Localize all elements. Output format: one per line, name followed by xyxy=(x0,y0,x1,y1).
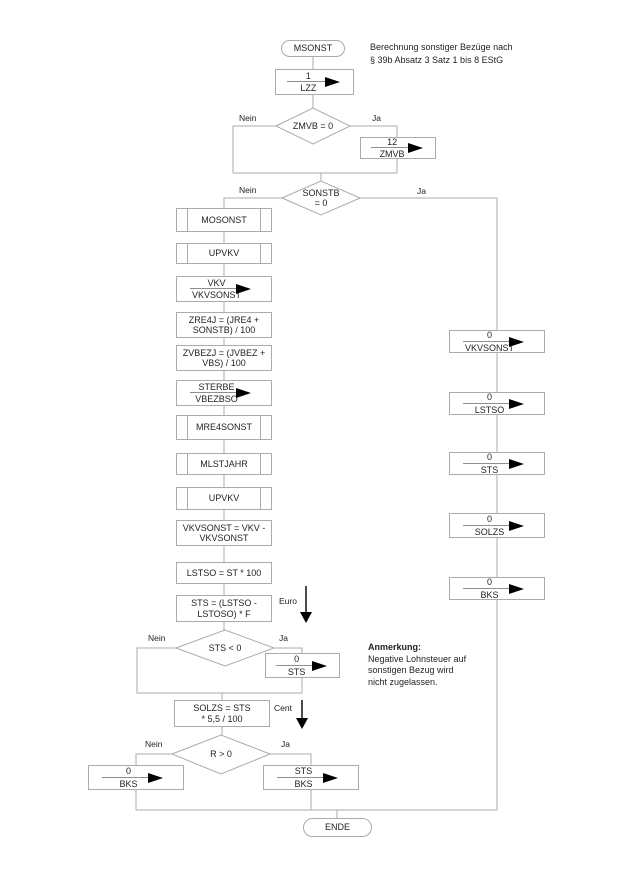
process-zvbezj-line1: ZVBEZJ = (JVBEZ + xyxy=(182,347,266,358)
assign-right-lstso-target: LSTSO xyxy=(474,404,505,415)
assign-lzz-target: LZZ xyxy=(300,83,317,93)
assign-sterbe-vbezbso xyxy=(176,380,272,406)
line-r-nein xyxy=(136,754,172,765)
process-zre4j-line1: ZRE4J = (JRE4 + xyxy=(188,314,260,325)
subroutine-mosonst: MOSONST xyxy=(176,208,272,232)
assign-sterbe-target: VBEZBSO xyxy=(195,394,238,404)
assign-right-bks xyxy=(449,577,545,600)
line-r-ja xyxy=(270,754,311,765)
process-zre4j xyxy=(176,312,272,338)
annotation-line2: sonstigen Bezug wird xyxy=(368,665,454,675)
branch-label-sonstb-nein: Nein xyxy=(239,185,257,195)
terminator-end: ENDE xyxy=(303,818,372,837)
assign-right-sts-target: STS xyxy=(480,464,499,475)
terminator-start: MSONST xyxy=(281,40,345,57)
branch-label-zmvb-ja: Ja xyxy=(372,113,381,123)
assign-stsbks-target: BKS xyxy=(294,778,313,789)
branch-label-r-ja: Ja xyxy=(281,739,290,749)
assign-bks0-value: 0 xyxy=(125,766,131,776)
decision-zmvb-label: ZMVB = 0 xyxy=(292,121,334,131)
decision-sts-label: STS < 0 xyxy=(208,643,242,653)
assign-right-lstso xyxy=(449,392,545,415)
process-vkvsonst-line1: VKVSONST = VKV - xyxy=(182,522,266,533)
process-sts-calc xyxy=(176,595,272,622)
branch-label-sonstb-ja: Ja xyxy=(417,186,426,196)
process-vkvsonst-calc xyxy=(176,520,272,546)
process-sts-line2: LSTOSO) * F xyxy=(197,608,251,619)
assign-right-sts-value: 0 xyxy=(486,452,492,462)
assign-zmvb12 xyxy=(360,137,436,159)
assign-right-vkvsonst-value: 0 xyxy=(486,330,492,340)
branch-label-sts-nein: Nein xyxy=(148,633,166,643)
annotation-title: Anmerkung: xyxy=(368,642,422,652)
assign-sts0 xyxy=(265,653,340,678)
assign-stsbks xyxy=(263,765,359,790)
assign-arrow-icon xyxy=(325,77,340,87)
decision-sonstb-line1: SONSTB xyxy=(302,188,340,198)
assign-zmvb12-value: 12 xyxy=(387,136,398,147)
decision-sonstb-line2: = 0 xyxy=(314,198,328,208)
decision-r-label: R > 0 xyxy=(210,749,232,759)
assign-lzz-value: 1 xyxy=(305,70,311,81)
branch-label-sts-ja: Ja xyxy=(279,633,288,643)
subroutine-upvkv-2: UPVKV xyxy=(176,487,272,510)
subroutine-mre4sonst: MRE4SONST xyxy=(176,415,272,440)
annotation-line1: Negative Lohnsteuer auf xyxy=(368,653,467,664)
assign-right-vkvsonst-target: VKVSONST xyxy=(464,342,514,353)
assign-arrow-icon xyxy=(509,584,524,594)
process-vkvsonst-line2: VKVSONST xyxy=(199,533,249,543)
unit-label-cent: Cent xyxy=(274,703,292,713)
assign-sts0-value: 0 xyxy=(294,654,300,664)
assign-right-sts xyxy=(449,452,545,475)
decision-sonstb-label xyxy=(302,188,339,208)
process-solzs-line1: SOLZS = STS xyxy=(193,703,251,713)
assign-right-bks-target: BKS xyxy=(480,589,499,600)
assign-arrow-icon xyxy=(509,521,524,531)
assign-sterbe-value: STERBE xyxy=(198,381,235,392)
assign-arrow-icon xyxy=(509,399,524,409)
assign-right-solzs-value: 0 xyxy=(486,514,492,524)
euro-arrow-head xyxy=(300,612,312,623)
branch-label-r-nein: Nein xyxy=(145,739,163,749)
assign-arrow-icon xyxy=(408,143,423,153)
assign-vkv-target: VKVSONST xyxy=(191,290,241,300)
annotation-block xyxy=(368,642,466,688)
branch-label-zmvb-nein: Nein xyxy=(239,113,257,123)
process-solzs-line2: * 5,5 / 100 xyxy=(201,713,243,724)
assign-bks0 xyxy=(88,765,184,790)
assign-arrow-icon xyxy=(236,388,251,398)
process-solzs-calc xyxy=(174,700,270,727)
legal-note-line2: § 39b Absatz 3 Satz 1 bis 8 EStG xyxy=(370,55,504,65)
assign-right-solzs-target: SOLZS xyxy=(474,526,505,537)
assign-vkv-vkvsonst xyxy=(176,276,272,302)
assign-arrow-icon xyxy=(236,284,251,294)
assign-stsbks-value: STS xyxy=(294,766,313,776)
cent-arrow-head xyxy=(296,718,308,729)
subroutine-upvkv-1: UPVKV xyxy=(176,243,272,264)
assign-arrow-icon xyxy=(323,773,338,783)
assign-bks0-target: BKS xyxy=(119,778,138,789)
legal-note xyxy=(370,41,513,67)
assign-right-bks-value: 0 xyxy=(486,577,492,587)
process-zvbezj-line2: VBS) / 100 xyxy=(202,358,246,368)
assign-arrow-icon xyxy=(148,773,163,783)
assign-arrow-icon xyxy=(509,459,524,469)
process-sts-line1: STS = (LSTSO - xyxy=(191,598,257,608)
line-sonstb-ja-spine xyxy=(360,198,497,810)
legal-note-line1: Berechnung sonstiger Bezüge nach xyxy=(370,42,513,52)
annotation-line3: nicht zugelassen. xyxy=(368,676,438,687)
process-lstso-calc: LSTSO = ST * 100 xyxy=(176,562,272,584)
assign-arrow-icon xyxy=(509,337,524,347)
assign-right-vkvsonst xyxy=(449,330,545,353)
assign-right-solzs xyxy=(449,513,545,538)
assign-right-lstso-value: 0 xyxy=(486,392,492,402)
line-zmvb-nein xyxy=(233,126,276,173)
line-sonstb-nein xyxy=(224,198,282,208)
subroutine-mlstjahr: MLSTJAHR xyxy=(176,453,272,475)
line-zmvb-ja xyxy=(350,126,397,137)
assign-sts0-target: STS xyxy=(287,666,306,677)
assign-vkv-value: VKV xyxy=(207,277,226,288)
assign-zmvb12-target: ZMVB xyxy=(379,149,405,159)
assign-arrow-icon xyxy=(312,661,327,671)
process-zvbezj xyxy=(176,345,272,371)
assign-lzz xyxy=(275,69,354,95)
process-zre4j-line2: SONSTB) / 100 xyxy=(192,325,256,335)
unit-label-euro: Euro xyxy=(279,596,297,606)
